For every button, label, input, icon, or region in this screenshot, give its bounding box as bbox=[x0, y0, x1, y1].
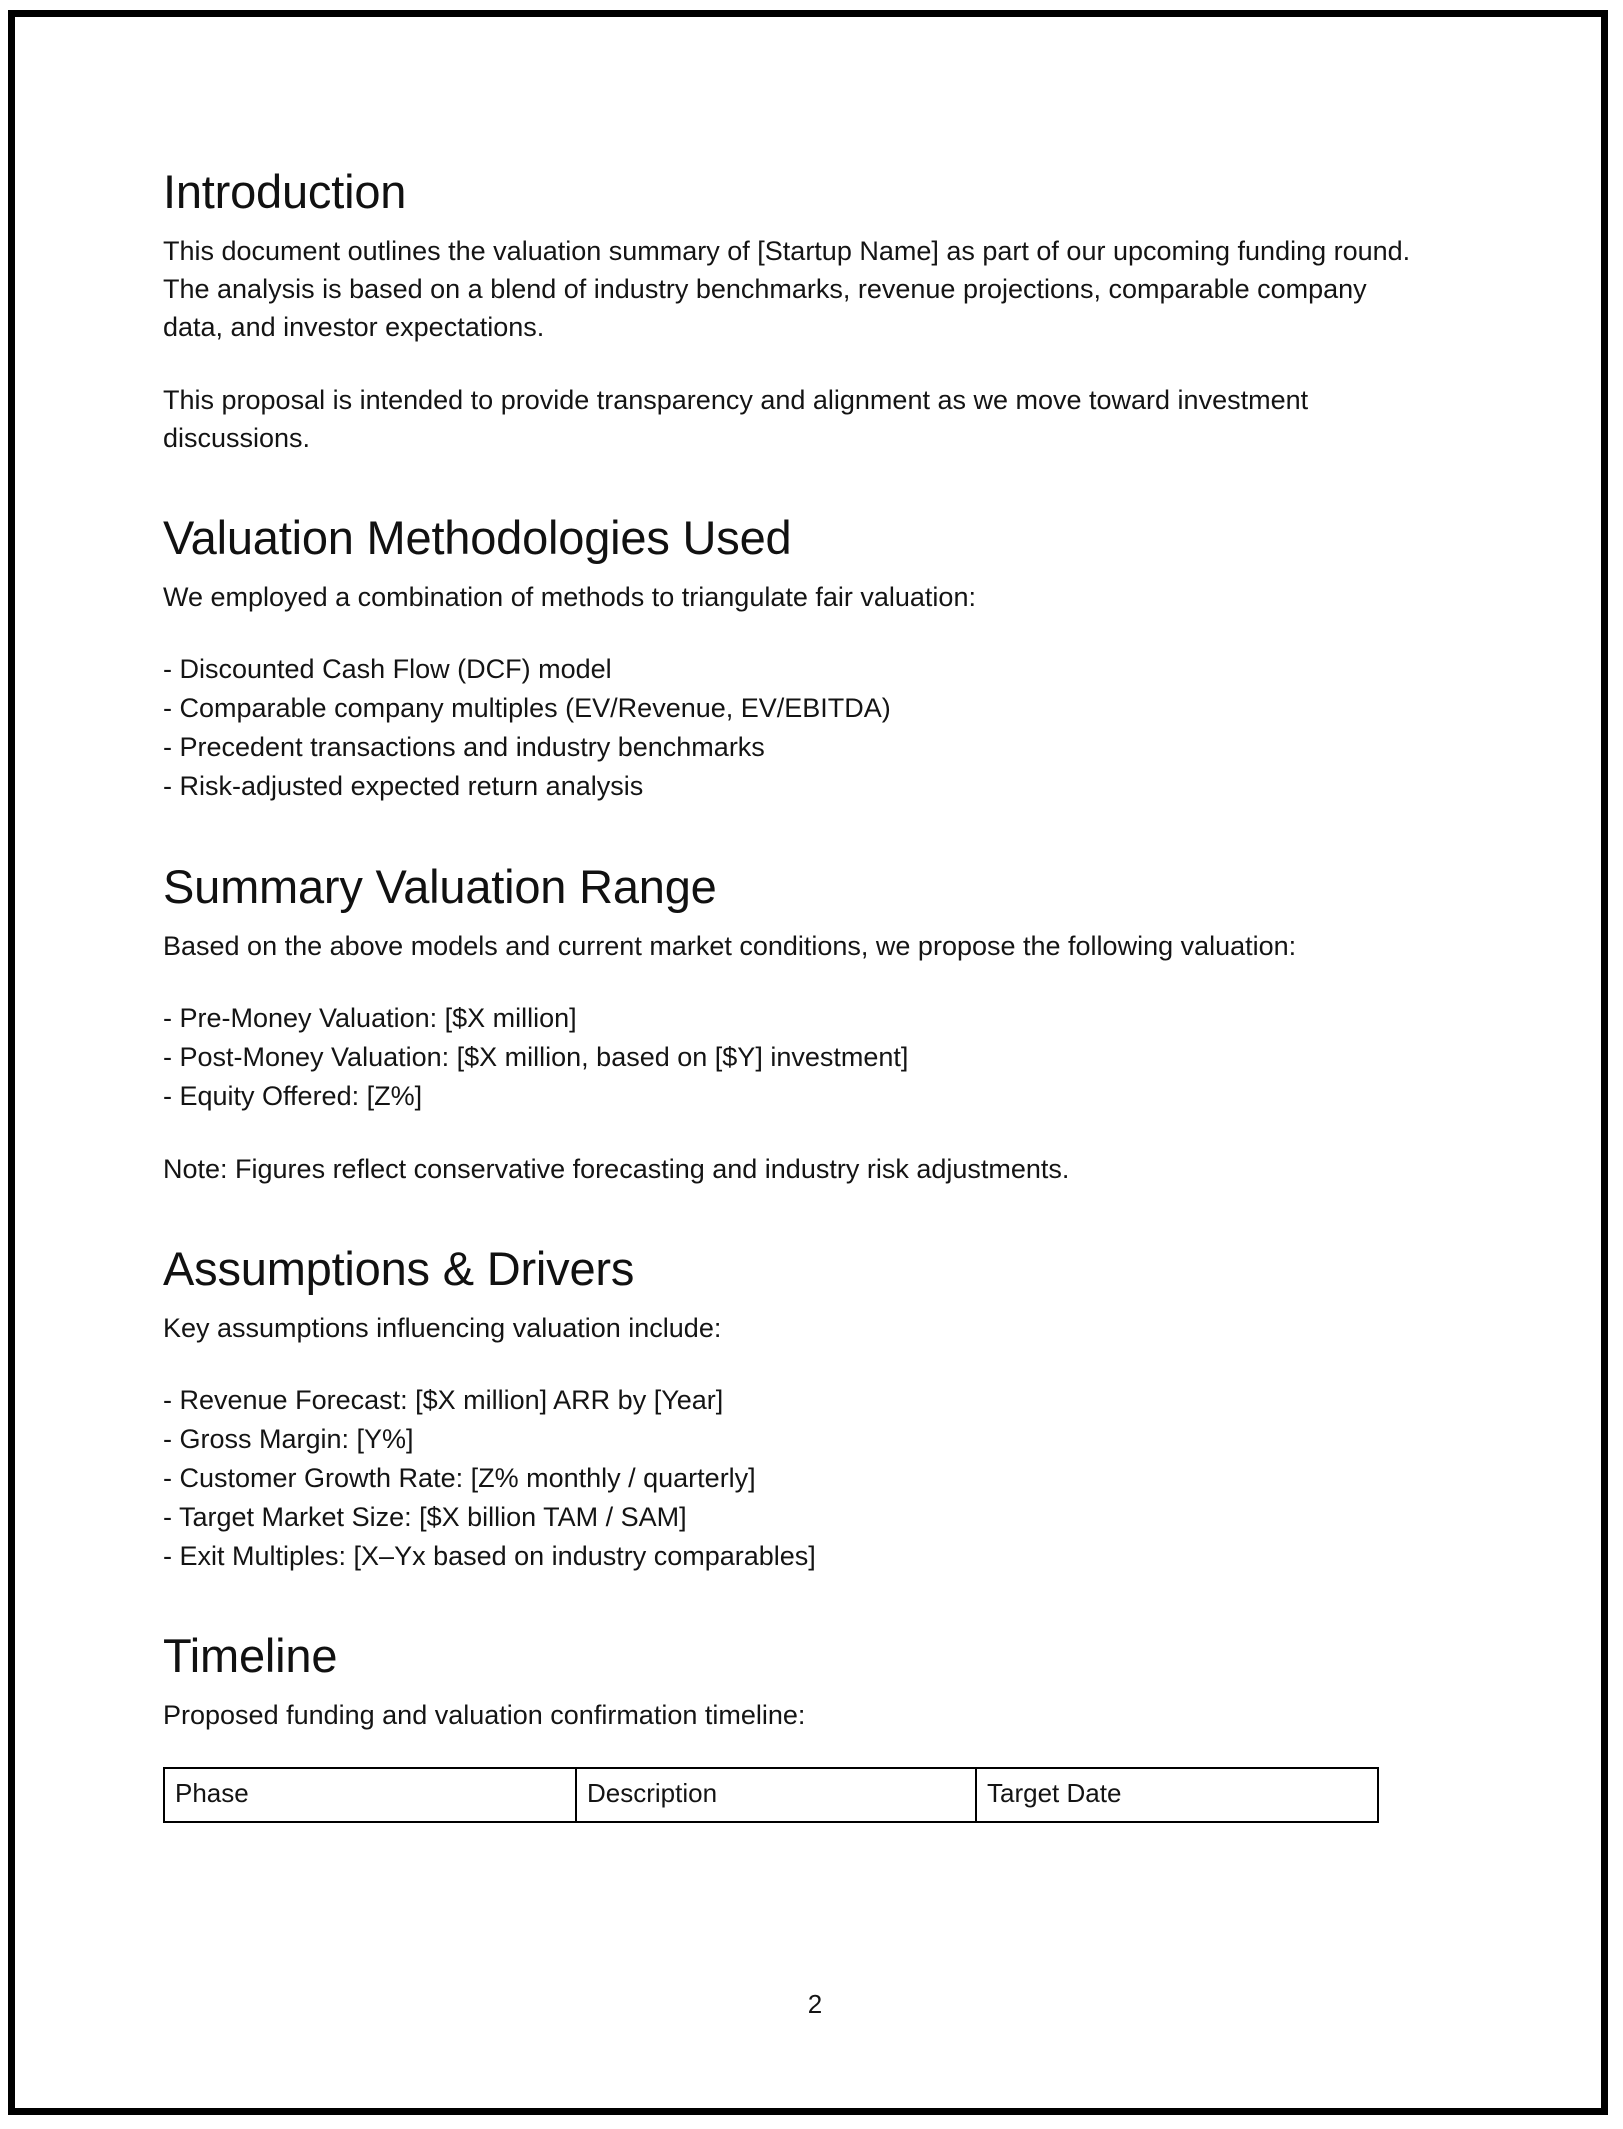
assumptions-intro: Key assumptions influencing valuation include: bbox=[163, 1312, 722, 1343]
document-body bbox=[163, 167, 1463, 1867]
summary-valuation-note: Note: Figures reflect conservative forecasting and industry risk adjustments. bbox=[163, 1153, 1070, 1184]
list-item: - Equity Offered: [Z%] bbox=[163, 1080, 423, 1111]
section-introduction bbox=[163, 167, 1463, 457]
heading-introduction: Introduction bbox=[163, 165, 407, 218]
heading-timeline: Timeline bbox=[163, 1629, 338, 1683]
timeline-intro: Proposed funding and valuation confirmation timeline: bbox=[163, 1700, 806, 1731]
valuation-methodologies-intro: We employed a combination of methods to triangulate fair valuation: bbox=[163, 582, 976, 613]
introduction-paragraph-1: This document outlines the valuation summary of [Startup Name] as part of our upcoming funding round. The analysis is based on a blend of industry benchmarks, revenue projections, comparable company data, and investor expectations. bbox=[163, 235, 1411, 343]
table-header-target-date: Target Date bbox=[976, 1768, 1378, 1822]
section-timeline bbox=[163, 1631, 1463, 1822]
introduction-paragraph-2: This proposal is intended to provide transparency and alignment as we move toward investment discussions. bbox=[163, 384, 1309, 454]
page-number-footer: 2 bbox=[807, 1989, 823, 2019]
valuation-methodologies-list bbox=[163, 650, 1463, 806]
section-summary-valuation-range bbox=[163, 859, 1463, 1188]
list-item: - Pre-Money Valuation: [$X million] bbox=[163, 1003, 577, 1034]
summary-valuation-intro: Based on the above models and current market conditions, we propose the following valuation: bbox=[163, 930, 1297, 961]
section-assumptions-drivers bbox=[163, 1244, 1463, 1575]
assumptions-list bbox=[163, 1381, 1463, 1575]
list-item: - Customer Growth Rate: [Z% monthly / quarterly] bbox=[163, 1462, 756, 1493]
list-item: - Exit Multiples: [X–Yx based on industry comparables] bbox=[163, 1540, 816, 1571]
document-page bbox=[8, 10, 1608, 2115]
heading-assumptions-drivers: Assumptions & Drivers bbox=[163, 1242, 635, 1295]
table-header-description: Description bbox=[576, 1768, 976, 1822]
list-item: - Gross Margin: [Y%] bbox=[163, 1423, 414, 1454]
list-item: - Precedent transactions and industry benchmarks bbox=[163, 732, 765, 763]
heading-summary-valuation-range: Summary Valuation Range bbox=[163, 859, 717, 913]
list-item: - Comparable company multiples (EV/Revenue, EV/EBITDA) bbox=[163, 693, 891, 724]
list-item: - Post-Money Valuation: [$X million, based on [$Y] investment] bbox=[163, 1041, 909, 1072]
timeline-table bbox=[163, 1767, 1379, 1823]
table-header-row bbox=[164, 1768, 1378, 1822]
table-header-phase: Phase bbox=[164, 1768, 576, 1822]
list-item: - Revenue Forecast: [$X million] ARR by [Year] bbox=[163, 1385, 724, 1416]
heading-valuation-methodologies: Valuation Methodologies Used bbox=[163, 511, 792, 565]
section-valuation-methodologies bbox=[163, 513, 1463, 806]
list-item: - Risk-adjusted expected return analysis bbox=[163, 771, 644, 802]
page-content-area bbox=[15, 17, 1601, 2108]
summary-valuation-list bbox=[163, 999, 1463, 1116]
list-item: - Target Market Size: [$X billion TAM / SAM] bbox=[163, 1501, 687, 1532]
list-item: - Discounted Cash Flow (DCF) model bbox=[163, 654, 612, 685]
